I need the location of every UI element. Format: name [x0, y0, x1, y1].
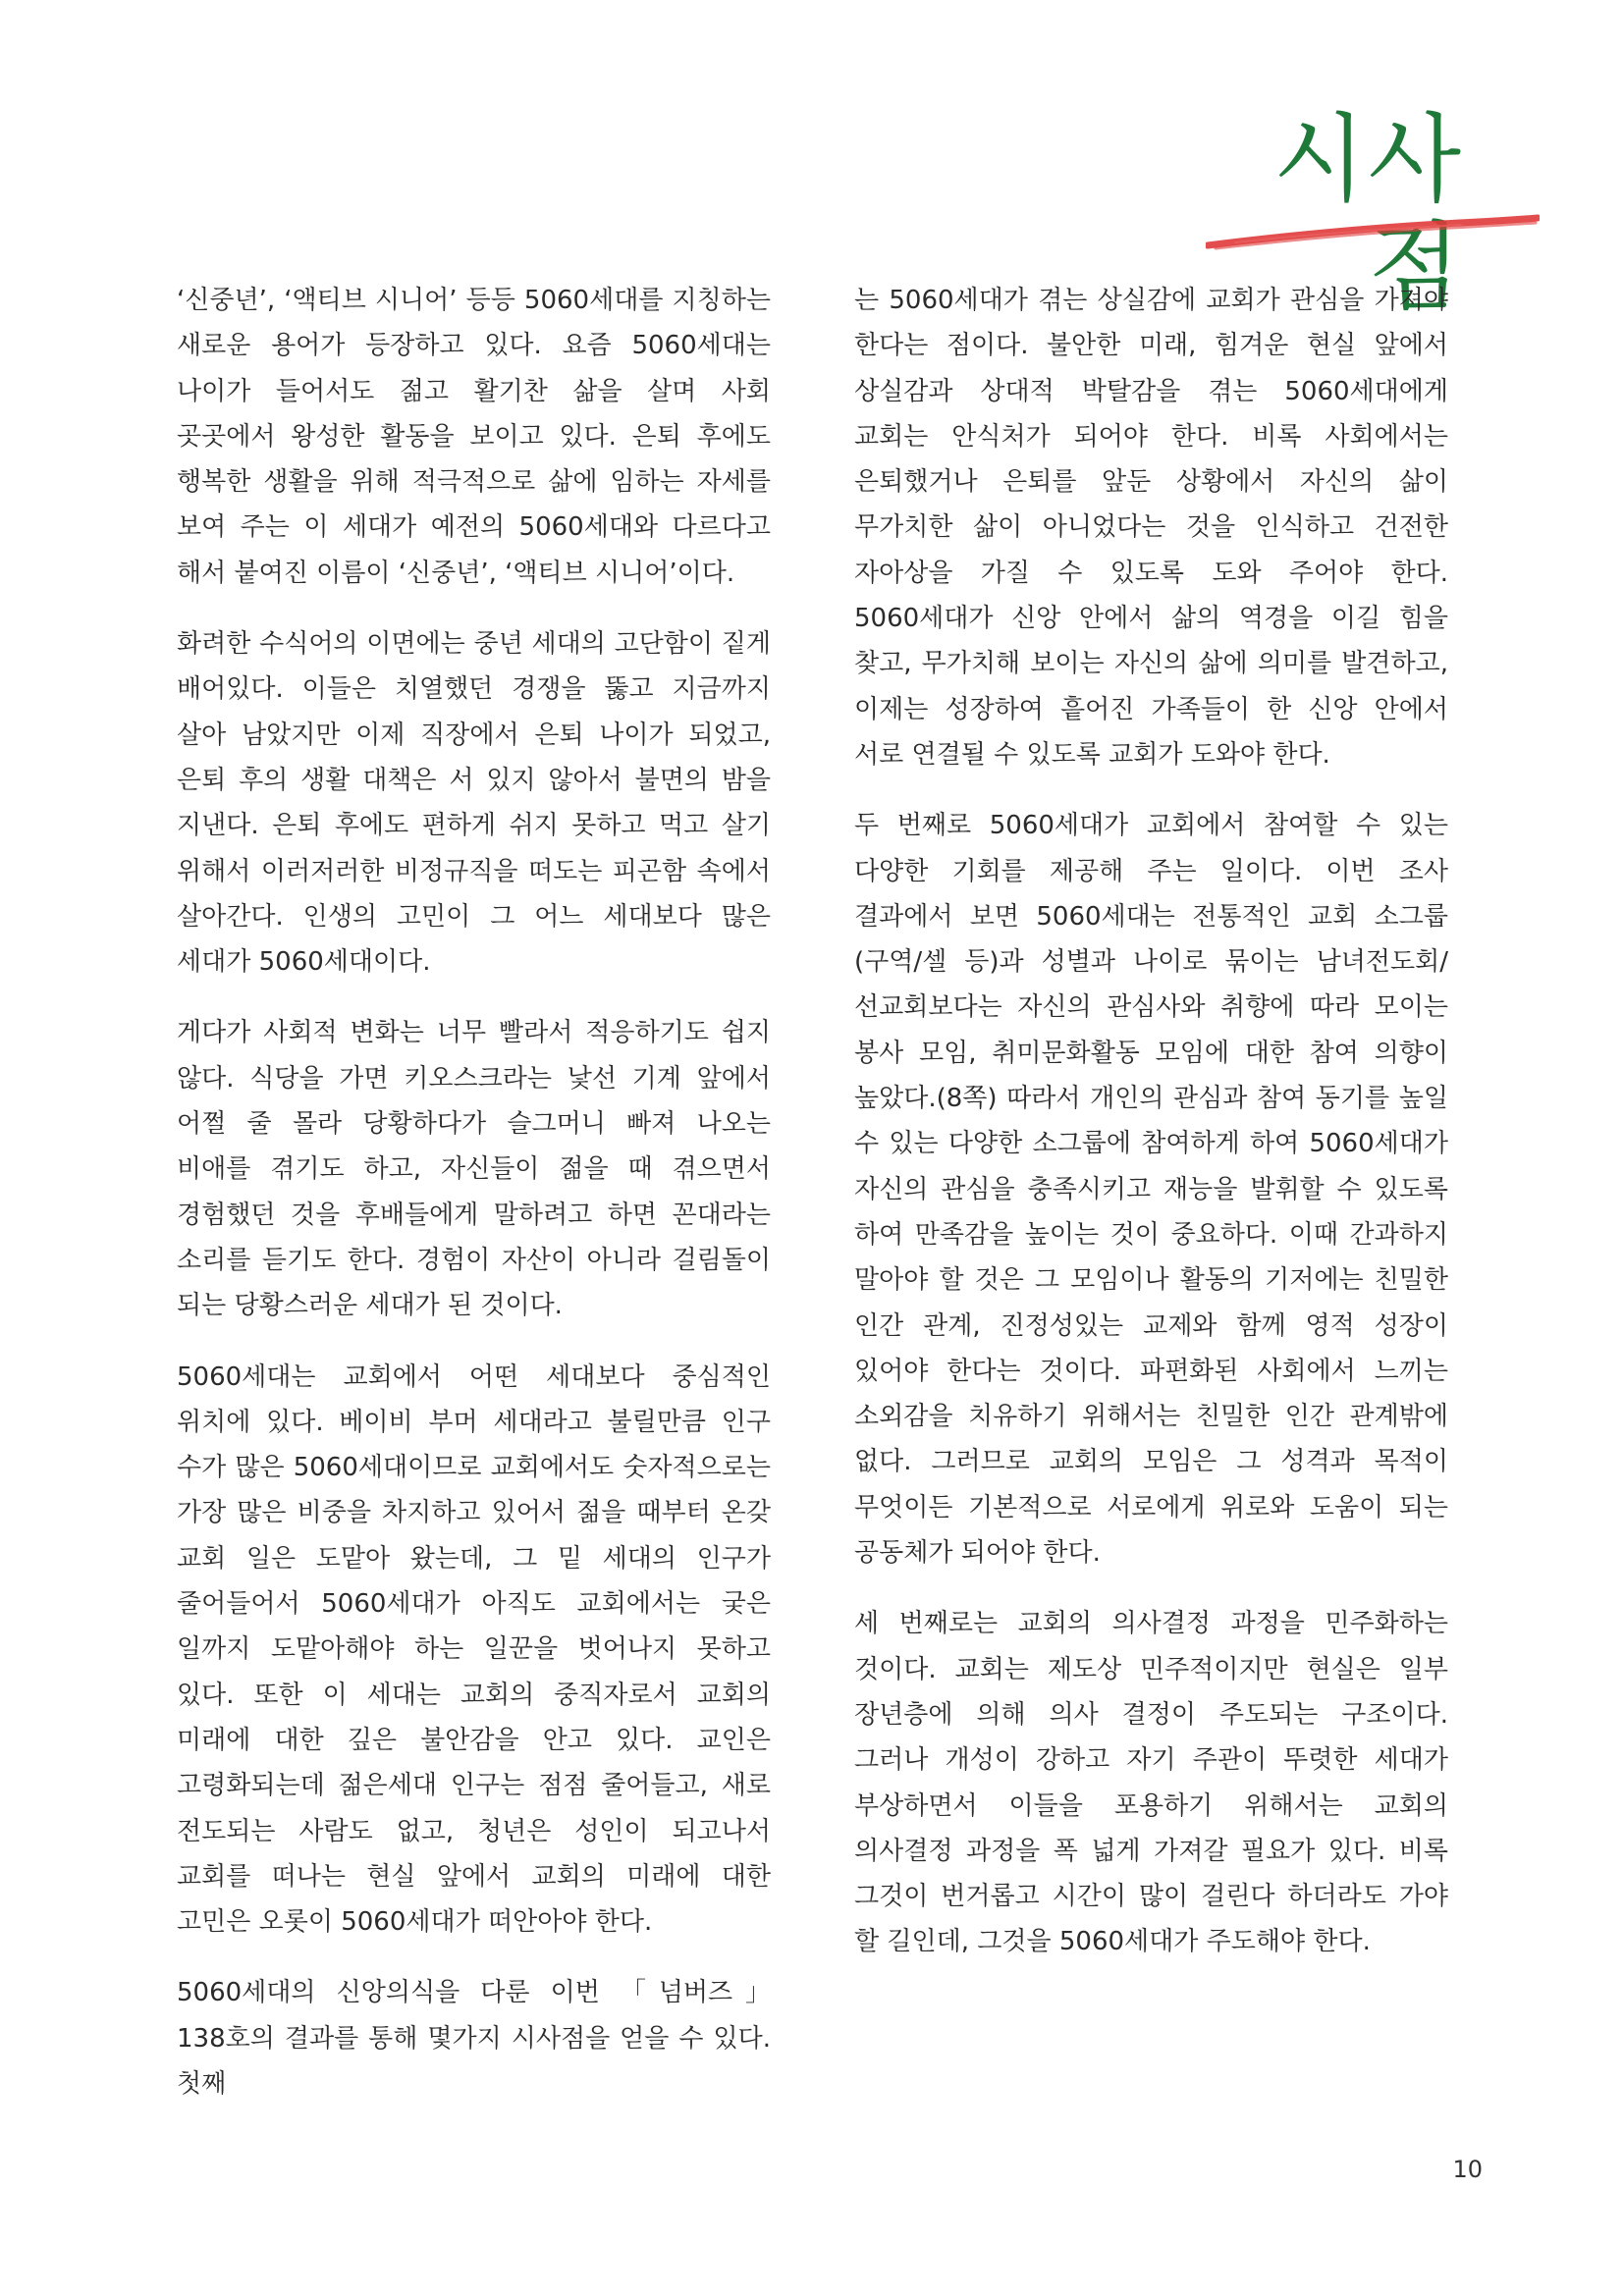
paragraph: 5060세대는 교회에서 어떤 세대보다 중심적인 위치에 있다. 베이비 부머 세대라고 불릴만큼 인구 수가 많은 5060세대이므로 교회에서도 숫자적으로는 가장 많은 비중을 차지하고 있어서 젊을 때부터 온갖 교회 일은 도맡아 왔는데, 그 밑 세대의 인구가 줄어들어서 5060세대가 아직도 교회에서는 궂은 일까지 도맡아해야 하는 일꾼을 벗어나지 못하고 있다. 또한 이 세대는 교회의 중직자로서 교회의 미래에 대한 깊은 불안감을 안고 있다. 교인은 고령화되는데 젊은세대 인구는 점점 줄어들고, 새로 전도되는 사람도 없고, 청년은 성인이 되고나서 교회를 떠나는 현실 앞에서 교회의 미래에 대한 고민은 오롯이 5060세대가 떠안아야 한다. [177, 1362, 771, 1938]
paragraph: 게다가 사회적 변화는 너무 빨라서 적응하기도 쉽지 않다. 식당을 가면 키오스크라는 낯선 기계 앞에서 어쩔 줄 몰라 당황하다가 슬그머니 빠져 나오는 비애를 겪기도 하고, 자신들이 젊을 때 겪으면서 경험했던 것을 후배들에게 말하려고 하면 꼰대라는 소리를 듣기도 한다. 경험이 자산이 아니라 걸림돌이 되는 당황스러운 세대가 된 것이다. [177, 1018, 771, 1321]
page-number: 10 [1452, 2156, 1483, 2183]
paragraph: 두 번째로 5060세대가 교회에서 참여할 수 있는 다양한 기회를 제공해 주는 일이다. 이번 조사 결과에서 보면 5060세대는 전통적인 교회 소그룹(구역/셀 등)과 성별과 나이로 묶이는 남녀전도회/선교회보다는 자신의 관심사와 취향에 따라 모이는 봉사 모임, 취미문화활동 모임에 대한 참여 의향이 높았다.(8쪽) 따라서 개인의 관심과 참여 동기를 높일 수 있는 다양한 소그룹에 참여하게 하여 5060세대가 자신의 관심을 충족시키고 재능을 발휘할 수 있도록 하여 만족감을 높이는 것이 중요하다. 이때 간과하지 말아야 할 것은 그 모임이나 활동의 기저에는 친밀한 인간 관계, 진정성있는 교제와 함께 영적 성장이 있어야 한다는 것이다. 파편화된 사회에서 느끼는 소외감을 치유하기 위해서는 친밀한 인간 관계밖에 없다. 그러므로 교회의 모임은 그 성격과 목적이 무엇이든 기본적으로 서로에게 위로와 도움이 되는 공동체가 되어야 한다. [854, 811, 1448, 1569]
paragraph: ‘신중년’, ‘액티브 시니어’ 등등 5060세대를 지칭하는 새로운 용어가 등장하고 있다. 요즘 5060세대는 나이가 들어서도 젊고 활기찬 삶을 살며 사회 곳곳에서 왕성한 활동을 보이고 있다. 은퇴 후에도 행복한 생활을 위해 적극적으로 삶에 임하는 자세를 보여 주는 이 세대가 예전의 5060세대와 다르다고 해서 붙여진 이름이 ‘신중년’, ‘액티브 시니어’이다. [177, 286, 771, 588]
paragraph: 세 번째로는 교회의 의사결정 과정을 민주화하는 것이다. 교회는 제도상 민주적이지만 현실은 일부 장년층에 의해 의사 결정이 주도되는 구조이다. 그러나 개성이 강하고 자기 주관이 뚜렷한 세대가 부상하면서 이들을 포용하기 위해서는 교회의 의사결정 과정을 폭 넓게 가져갈 필요가 있다. 비록 그것이 번거롭고 시간이 많이 걸린다 하더라도 가야 할 길인데, 그것을 5060세대가 주도해야 한다. [854, 1609, 1448, 1957]
red-brush-underline [1206, 202, 1540, 255]
paragraph: 5060세대의 신앙의식을 다룬 이번 「넘버즈」 138호의 결과를 통해 몇가지 시사점을 얻을 수 있다. 첫째 [177, 1978, 771, 2099]
left-column [177, 278, 771, 2132]
paragraph: 화려한 수식어의 이면에는 중년 세대의 고단함이 짙게 배어있다. 이들은 치열했던 경쟁을 뚫고 지금까지 살아 남았지만 이제 직장에서 은퇴 나이가 되었고, 은퇴 후의 생활 대책은 서 있지 않아서 불면의 밤을 지낸다. 은퇴 후에도 편하게 쉬지 못하고 먹고 살기 위해서 이러저러한 비정규직을 떠도는 피곤함 속에서 살아간다. 인생의 고민이 그 어느 세대보다 많은 세대가 5060세대이다. [177, 629, 771, 978]
paragraph: 는 5060세대가 겪는 상실감에 교회가 관심을 가져야 한다는 점이다. 불안한 미래, 힘겨운 현실 앞에서 상실감과 상대적 박탈감을 겪는 5060세대에게 교회는 안식처가 되어야 한다. 비록 사회에서는 은퇴했거나 은퇴를 앞둔 상황에서 자신의 삶이 무가치한 삶이 아니었다는 것을 인식하고 건전한 자아상을 가질 수 있도록 도와 주어야 한다. 5060세대가 신앙 안에서 삶의 역경을 이길 힘을 찾고, 무가치해 보이는 자신의 삶에 의미를 발견하고, 이제는 성장하여 흩어진 가족들이 한 신앙 안에서 서로 연결될 수 있도록 교회가 도와야 한다. [854, 286, 1448, 770]
section-title: 시사점 [1272, 104, 1463, 324]
right-column [854, 278, 1448, 1991]
